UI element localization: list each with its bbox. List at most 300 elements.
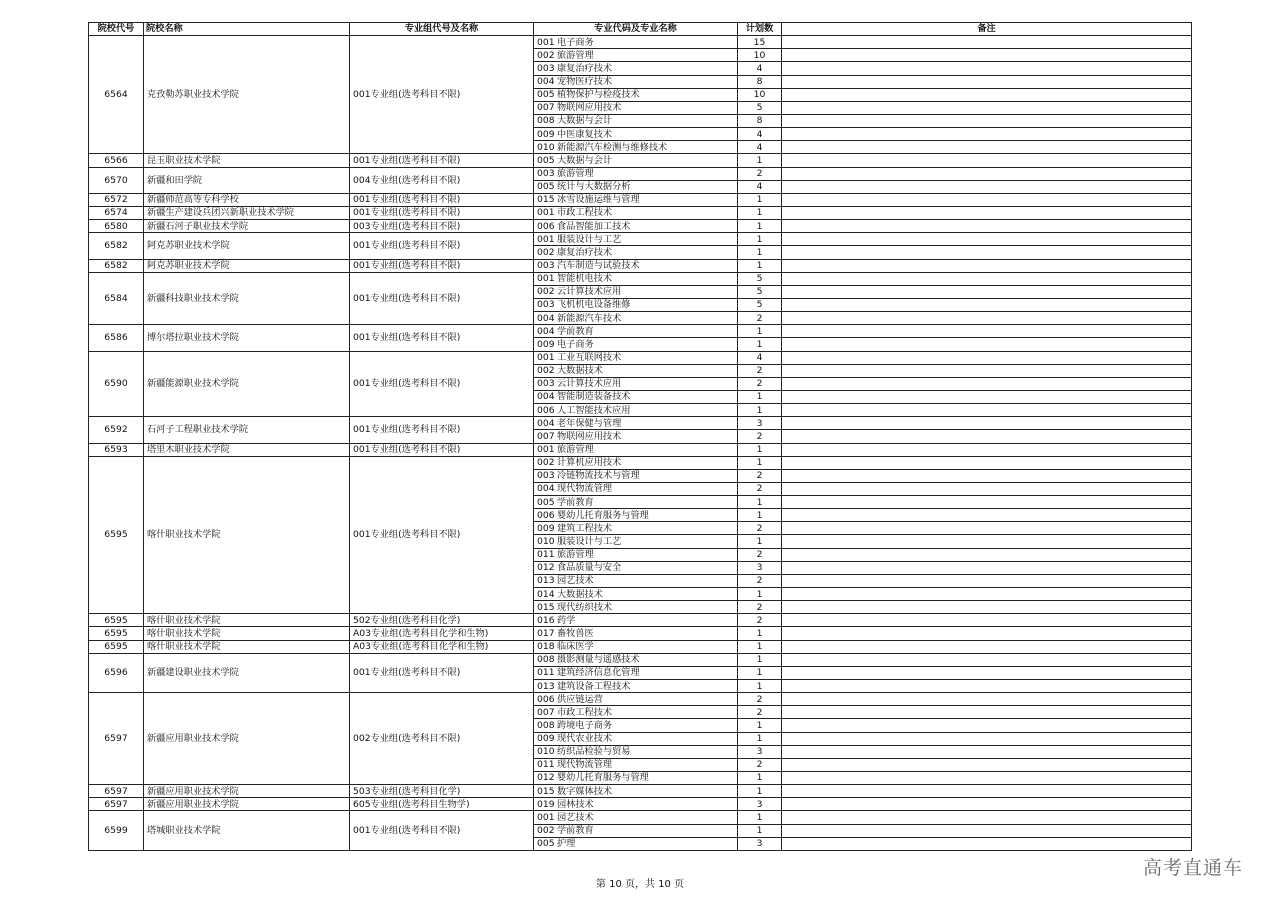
note-cell <box>782 574 1192 587</box>
plan-count-cell: 2 <box>738 548 782 561</box>
major-name: 市政工程技术 <box>557 706 613 718</box>
header-group: 专业组代号及名称 <box>350 23 534 36</box>
major-cell <box>534 246 738 259</box>
college-name-cell: 昆玉职业技术学院 <box>144 154 350 167</box>
major-code: 001 <box>537 443 555 455</box>
note-cell <box>782 259 1192 272</box>
note-cell <box>782 469 1192 482</box>
note-cell <box>782 114 1192 127</box>
major-cell <box>534 259 738 272</box>
plan-count-cell: 4 <box>738 62 782 75</box>
college-name-cell: 新疆师范高等专科学校 <box>144 193 350 206</box>
plan-count-cell: 4 <box>738 141 782 154</box>
major-code: 006 <box>537 404 555 416</box>
major-cell <box>534 548 738 561</box>
major-code: 003 <box>537 299 555 311</box>
major-code: 004 <box>537 312 555 324</box>
plan-count-cell: 5 <box>738 298 782 311</box>
major-name: 园林技术 <box>557 798 594 810</box>
plan-count-cell: 2 <box>738 522 782 535</box>
major-cell <box>534 640 738 653</box>
major-name: 中医康复技术 <box>557 128 613 140</box>
note-cell <box>782 837 1192 850</box>
table-row <box>89 443 1192 456</box>
major-name: 临床医学 <box>557 641 594 653</box>
major-code: 013 <box>537 575 555 587</box>
plan-count-cell: 1 <box>738 259 782 272</box>
major-name: 服装设计与工艺 <box>557 535 622 547</box>
major-code: 005 <box>537 181 555 193</box>
plan-count-cell: 3 <box>738 561 782 574</box>
major-code: 012 <box>537 562 555 574</box>
major-code: 006 <box>537 509 555 521</box>
major-code: 018 <box>537 641 555 653</box>
major-group-cell: 001专业组(选考科目不限) <box>350 36 534 154</box>
watermark-text: 高考直通车 <box>1143 857 1244 879</box>
table-row <box>89 36 1192 49</box>
major-code: 004 <box>537 417 555 429</box>
college-code-cell: 6574 <box>89 206 144 219</box>
plan-count-cell: 1 <box>738 220 782 233</box>
college-code-cell: 6596 <box>89 653 144 692</box>
plan-count-cell: 2 <box>738 706 782 719</box>
college-name-cell: 喀什职业技术学院 <box>144 640 350 653</box>
major-code: 003 <box>537 378 555 390</box>
note-cell <box>782 154 1192 167</box>
plan-count-cell: 1 <box>738 443 782 456</box>
college-name-cell: 喀什职业技术学院 <box>144 627 350 640</box>
note-cell <box>782 509 1192 522</box>
major-cell <box>534 482 738 495</box>
major-name: 学前教育 <box>557 825 594 837</box>
note-cell <box>782 390 1192 403</box>
major-code: 001 <box>537 273 555 285</box>
major-name: 婴幼儿托育服务与管理 <box>557 772 649 784</box>
major-cell <box>534 141 738 154</box>
plan-count-cell: 1 <box>738 390 782 403</box>
major-code: 008 <box>537 719 555 731</box>
major-name: 旅游管理 <box>557 168 594 180</box>
major-code: 004 <box>537 76 555 88</box>
major-group-cell: 001专业组(选考科目不限) <box>350 154 534 167</box>
college-name-cell: 新疆石河子职业技术学院 <box>144 220 350 233</box>
major-cell <box>534 351 738 364</box>
college-code-cell: 6595 <box>89 640 144 653</box>
note-cell <box>782 417 1192 430</box>
note-cell <box>782 745 1192 758</box>
major-cell <box>534 732 738 745</box>
major-cell <box>534 272 738 285</box>
college-code-cell: 6597 <box>89 785 144 798</box>
plan-count-cell: 1 <box>738 338 782 351</box>
plan-count-cell: 1 <box>738 588 782 601</box>
major-name: 食品质量与安全 <box>557 562 622 574</box>
plan-count-cell: 8 <box>738 114 782 127</box>
major-code: 007 <box>537 430 555 442</box>
major-name: 服装设计与工艺 <box>557 233 622 245</box>
table-row <box>89 167 1192 180</box>
major-name: 冰雪设施运维与管理 <box>557 194 640 206</box>
table-row <box>89 456 1192 469</box>
college-name-cell: 新疆能源职业技术学院 <box>144 351 350 417</box>
major-name: 植物保护与检疫技术 <box>557 89 640 101</box>
major-code: 006 <box>537 220 555 232</box>
note-cell <box>782 824 1192 837</box>
major-code: 010 <box>537 746 555 758</box>
note-cell <box>782 312 1192 325</box>
college-name-cell: 阿克苏职业技术学院 <box>144 233 350 259</box>
plan-count-cell: 1 <box>738 496 782 509</box>
major-name: 学前教育 <box>557 325 594 337</box>
major-group-cell: 605专业组(选考科目生物学) <box>350 798 534 811</box>
major-name: 园艺技术 <box>557 575 594 587</box>
major-cell <box>534 101 738 114</box>
plan-count-cell: 3 <box>738 837 782 850</box>
note-cell <box>782 233 1192 246</box>
note-cell <box>782 706 1192 719</box>
major-cell <box>534 220 738 233</box>
college-code-cell: 6597 <box>89 798 144 811</box>
major-cell <box>534 377 738 390</box>
college-name-cell: 喀什职业技术学院 <box>144 614 350 627</box>
major-name: 畜牧兽医 <box>557 627 594 639</box>
major-name: 建筑经济信息化管理 <box>557 667 640 679</box>
major-name: 电子商务 <box>557 36 594 48</box>
note-cell <box>782 811 1192 824</box>
major-group-cell: 001专业组(选考科目不限) <box>350 233 534 259</box>
major-code: 017 <box>537 627 555 639</box>
note-cell <box>782 719 1192 732</box>
table-row <box>89 351 1192 364</box>
major-group-cell: 001专业组(选考科目不限) <box>350 443 534 456</box>
major-cell <box>534 430 738 443</box>
major-cell <box>534 285 738 298</box>
major-group-cell: 003专业组(选考科目不限) <box>350 220 534 233</box>
major-name: 婴幼儿托育服务与管理 <box>557 509 649 521</box>
major-code: 003 <box>537 62 555 74</box>
major-group-cell: 001专业组(选考科目不限) <box>350 206 534 219</box>
major-name: 纺织品检验与贸易 <box>557 746 631 758</box>
major-cell <box>534 88 738 101</box>
major-cell <box>534 417 738 430</box>
plan-count-cell: 2 <box>738 377 782 390</box>
plan-count-cell: 1 <box>738 404 782 417</box>
table-body <box>89 36 1192 851</box>
plan-count-cell: 1 <box>738 154 782 167</box>
major-cell <box>534 404 738 417</box>
major-group-cell: 001专业组(选考科目不限) <box>350 325 534 351</box>
college-name-cell: 克孜勒苏职业技术学院 <box>144 36 350 154</box>
major-cell <box>534 601 738 614</box>
note-cell <box>782 220 1192 233</box>
major-name: 人工智能技术应用 <box>557 404 631 416</box>
major-code: 005 <box>537 89 555 101</box>
major-name: 物联网应用技术 <box>557 430 622 442</box>
major-name: 云计算技术应用 <box>557 286 622 298</box>
college-code-cell: 6564 <box>89 36 144 154</box>
major-name: 供应链运营 <box>557 693 603 705</box>
college-name-cell: 新疆应用职业技术学院 <box>144 785 350 798</box>
major-name: 冷链物流技术与管理 <box>557 470 640 482</box>
major-name: 现代农业技术 <box>557 733 613 745</box>
major-name: 跨境电子商务 <box>557 719 613 731</box>
plan-count-cell: 1 <box>738 206 782 219</box>
major-name: 旅游管理 <box>557 549 594 561</box>
major-code: 008 <box>537 115 555 127</box>
major-code: 005 <box>537 154 555 166</box>
plan-count-cell: 3 <box>738 798 782 811</box>
major-code: 006 <box>537 693 555 705</box>
major-cell <box>534 325 738 338</box>
major-cell <box>534 298 738 311</box>
note-cell <box>782 772 1192 785</box>
note-cell <box>782 640 1192 653</box>
plan-count-cell: 4 <box>738 180 782 193</box>
plan-count-cell: 2 <box>738 693 782 706</box>
note-cell <box>782 285 1192 298</box>
college-code-cell: 6599 <box>89 811 144 850</box>
major-code: 011 <box>537 759 555 771</box>
major-group-cell: 001专业组(选考科目不限) <box>350 456 534 614</box>
major-code: 003 <box>537 260 555 271</box>
note-cell <box>782 62 1192 75</box>
note-cell <box>782 49 1192 62</box>
note-cell <box>782 75 1192 88</box>
major-group-cell: 001专业组(选考科目不限) <box>350 417 534 443</box>
plan-count-cell: 4 <box>738 128 782 141</box>
note-cell <box>782 798 1192 811</box>
major-code: 015 <box>537 785 555 797</box>
plan-count-cell: 8 <box>738 75 782 88</box>
plan-count-cell: 2 <box>738 364 782 377</box>
note-cell <box>782 404 1192 417</box>
plan-count-cell: 5 <box>738 101 782 114</box>
major-cell <box>534 390 738 403</box>
plan-count-cell: 1 <box>738 680 782 693</box>
plan-count-cell: 1 <box>738 732 782 745</box>
major-cell <box>534 561 738 574</box>
major-cell <box>534 653 738 666</box>
note-cell <box>782 128 1192 141</box>
major-name: 物联网应用技术 <box>557 102 622 114</box>
note-cell <box>782 298 1192 311</box>
major-name: 新能源汽车技术 <box>557 312 622 324</box>
note-cell <box>782 482 1192 495</box>
table-row <box>89 627 1192 640</box>
table-row <box>89 614 1192 627</box>
note-cell <box>782 666 1192 679</box>
major-cell <box>534 745 738 758</box>
plan-count-cell: 1 <box>738 193 782 206</box>
plan-count-cell: 1 <box>738 811 782 824</box>
college-code-cell: 6590 <box>89 351 144 417</box>
major-code: 007 <box>537 706 555 718</box>
major-code: 013 <box>537 680 555 692</box>
plan-count-cell: 1 <box>738 509 782 522</box>
table-row <box>89 785 1192 798</box>
table-row <box>89 272 1192 285</box>
header-major: 专业代码及专业名称 <box>534 23 738 36</box>
table-row <box>89 640 1192 653</box>
major-code: 010 <box>537 535 555 547</box>
major-name: 新能源汽车检测与维修技术 <box>557 141 668 153</box>
plan-count-cell: 1 <box>738 719 782 732</box>
college-code-cell: 6582 <box>89 233 144 259</box>
table-row <box>89 206 1192 219</box>
note-cell <box>782 758 1192 771</box>
major-code: 004 <box>537 483 555 495</box>
plan-count-cell: 1 <box>738 325 782 338</box>
plan-count-cell: 10 <box>738 88 782 101</box>
plan-count-cell: 5 <box>738 272 782 285</box>
note-cell <box>782 141 1192 154</box>
major-code: 014 <box>537 588 555 600</box>
college-code-cell: 6595 <box>89 627 144 640</box>
note-cell <box>782 601 1192 614</box>
note-cell <box>782 272 1192 285</box>
college-name-cell: 塔里木职业技术学院 <box>144 443 350 456</box>
major-cell <box>534 154 738 167</box>
major-name: 宠物医疗技术 <box>557 76 613 88</box>
major-name: 建筑设备工程技术 <box>557 680 631 692</box>
table-header <box>89 23 1192 36</box>
major-name: 食品智能加工技术 <box>557 220 631 232</box>
plan-count-cell: 1 <box>738 772 782 785</box>
major-code: 002 <box>537 457 555 469</box>
major-cell <box>534 824 738 837</box>
college-code-cell: 6595 <box>89 456 144 614</box>
note-cell <box>782 561 1192 574</box>
college-code-cell: 6570 <box>89 167 144 193</box>
major-cell <box>534 128 738 141</box>
note-cell <box>782 246 1192 259</box>
note-cell <box>782 548 1192 561</box>
major-code: 004 <box>537 325 555 337</box>
major-name: 康复治疗技术 <box>557 62 613 74</box>
plan-count-cell: 1 <box>738 233 782 246</box>
major-code: 009 <box>537 733 555 745</box>
note-cell <box>782 377 1192 390</box>
major-cell <box>534 574 738 587</box>
major-group-cell: 001专业组(选考科目不限) <box>350 272 534 325</box>
major-code: 008 <box>537 654 555 666</box>
college-code-cell: 6597 <box>89 693 144 785</box>
major-code: 002 <box>537 825 555 837</box>
major-name: 数字媒体技术 <box>557 785 613 797</box>
major-cell <box>534 36 738 49</box>
college-code-cell: 6593 <box>89 443 144 456</box>
major-code: 002 <box>537 49 555 61</box>
plan-count-cell: 15 <box>738 36 782 49</box>
major-code: 002 <box>537 286 555 298</box>
major-name: 智能机电技术 <box>557 273 613 285</box>
major-cell <box>534 719 738 732</box>
major-name: 现代物流管理 <box>557 483 613 495</box>
college-name-cell: 石河子工程职业技术学院 <box>144 417 350 443</box>
major-cell <box>534 443 738 456</box>
major-cell <box>534 114 738 127</box>
major-code: 001 <box>537 351 555 363</box>
major-group-cell: 002专业组(选考科目不限) <box>350 693 534 785</box>
major-name: 老年保健与管理 <box>557 417 622 429</box>
plan-count-cell: 2 <box>738 574 782 587</box>
major-code: 011 <box>537 667 555 679</box>
major-name: 工业互联网技术 <box>557 351 622 363</box>
note-cell <box>782 338 1192 351</box>
major-name: 摄影测量与遥感技术 <box>557 654 640 666</box>
major-code: 001 <box>537 811 555 823</box>
major-name: 云计算技术应用 <box>557 378 622 390</box>
college-name-cell: 塔城职业技术学院 <box>144 811 350 850</box>
major-code: 009 <box>537 522 555 534</box>
college-name-cell: 博尔塔拉职业技术学院 <box>144 325 350 351</box>
major-name: 飞机机电设备维修 <box>557 299 631 311</box>
major-cell <box>534 693 738 706</box>
major-cell <box>534 62 738 75</box>
plan-count-cell: 1 <box>738 246 782 259</box>
header-count: 计划数 <box>738 23 782 36</box>
major-name: 大数据技术 <box>557 588 603 600</box>
header-row <box>89 23 1192 36</box>
major-name: 智能制造装备技术 <box>557 391 631 403</box>
major-code: 010 <box>537 141 555 153</box>
table-row <box>89 653 1192 666</box>
major-code: 001 <box>537 36 555 48</box>
plan-count-cell: 5 <box>738 285 782 298</box>
major-name: 大数据与会计 <box>557 154 613 166</box>
table-row <box>89 325 1192 338</box>
header-college-code: 院校代号 <box>89 23 144 36</box>
admission-plan-table-wrapper <box>88 22 1192 851</box>
plan-count-cell: 2 <box>738 430 782 443</box>
major-cell <box>534 627 738 640</box>
note-cell <box>782 627 1192 640</box>
major-group-cell: 001专业组(选考科目不限) <box>350 351 534 417</box>
major-cell <box>534 456 738 469</box>
major-cell <box>534 798 738 811</box>
major-code: 009 <box>537 128 555 140</box>
major-name: 建筑工程技术 <box>557 522 613 534</box>
major-cell <box>534 180 738 193</box>
admission-plan-table <box>88 22 1192 851</box>
major-cell <box>534 206 738 219</box>
major-name: 市政工程技术 <box>557 207 613 219</box>
major-name: 大数据技术 <box>557 365 603 377</box>
major-cell <box>534 338 738 351</box>
major-cell <box>534 167 738 180</box>
note-cell <box>782 443 1192 456</box>
note-cell <box>782 325 1192 338</box>
college-code-cell: 6595 <box>89 614 144 627</box>
table-row <box>89 193 1192 206</box>
major-group-cell: A03专业组(选考科目化学和生物) <box>350 627 534 640</box>
major-cell <box>534 588 738 601</box>
major-cell <box>534 811 738 824</box>
major-cell <box>534 49 738 62</box>
college-code-cell: 6584 <box>89 272 144 325</box>
major-code: 015 <box>537 194 555 206</box>
major-code: 005 <box>537 838 555 850</box>
major-cell <box>534 772 738 785</box>
major-group-cell: 503专业组(选考科目化学) <box>350 785 534 798</box>
major-cell <box>534 785 738 798</box>
major-name: 园艺技术 <box>557 811 594 823</box>
note-cell <box>782 364 1192 377</box>
note-cell <box>782 88 1192 101</box>
major-cell <box>534 706 738 719</box>
note-cell <box>782 351 1192 364</box>
major-code: 007 <box>537 102 555 114</box>
